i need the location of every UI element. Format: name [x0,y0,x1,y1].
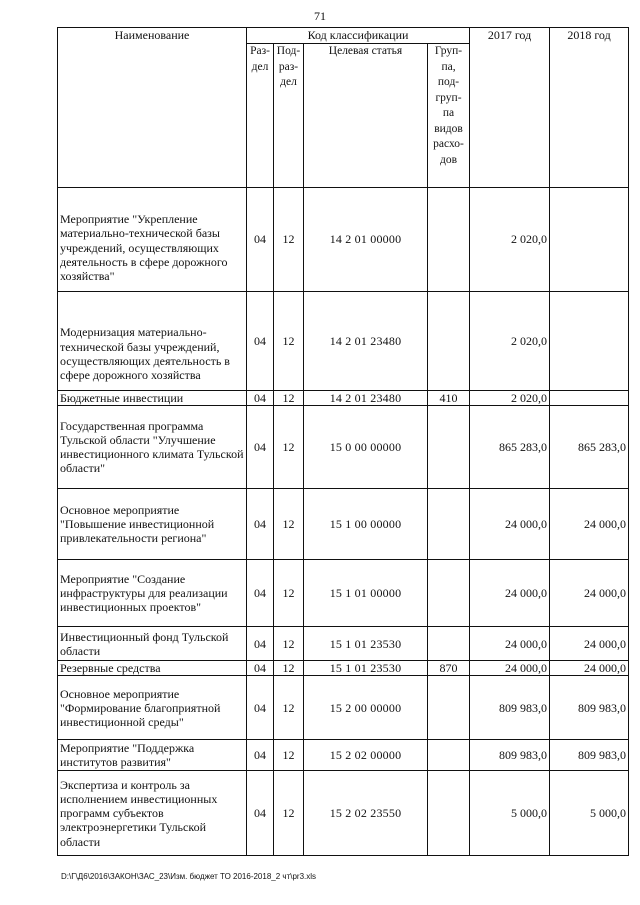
row-name: Модернизация материально-технической базы учреждений, осуществляющих деятельность в сфере дорожного хозяйства [58,292,247,391]
row-2017: 809 983,0 [470,740,550,771]
row-2018: 865 283,0 [550,406,629,489]
row-subsection: 12 [274,771,304,856]
row-target: 14 2 01 23480 [304,391,428,406]
row-2018 [550,391,629,406]
row-2018: 24 000,0 [550,627,629,661]
row-group [428,627,470,661]
row-2018: 5 000,0 [550,771,629,856]
page-number: 71 [314,9,326,23]
row-target: 15 2 02 23550 [304,771,428,856]
row-2017: 5 000,0 [470,771,550,856]
table-row [58,292,629,391]
row-name: Основное мероприятие "Повышение инвестиционной привлекательности региона" [58,489,247,560]
row-section: 04 [247,292,274,391]
table-row [58,676,629,740]
table-row [58,627,629,661]
row-group [428,292,470,391]
row-subsection: 12 [274,560,304,627]
row-name: Бюджетные инвестиции [58,391,247,406]
row-section: 04 [247,627,274,661]
row-group: 410 [428,391,470,406]
row-group [428,740,470,771]
row-2017: 24 000,0 [470,489,550,560]
row-2018: 24 000,0 [550,661,629,676]
row-subsection: 12 [274,188,304,292]
header-section: Раз- дел [247,44,274,188]
row-target: 15 1 01 00000 [304,560,428,627]
row-name: Мероприятие "Укрепление материально-технической базы учреждений, осуществляющих деятельность в сфере дорожного хозяйства" [58,188,247,292]
header-name: Наименование [58,28,247,188]
row-name: Инвестиционный фонд Тульской области [58,627,247,661]
row-group [428,406,470,489]
header-classification: Код классификации [247,28,470,44]
row-section: 04 [247,676,274,740]
row-target: 15 0 00 00000 [304,406,428,489]
row-name: Мероприятие "Поддержка институтов развития" [58,740,247,771]
row-section: 04 [247,560,274,627]
row-section: 04 [247,661,274,676]
row-subsection: 12 [274,676,304,740]
row-2017: 809 983,0 [470,676,550,740]
row-group [428,560,470,627]
row-section: 04 [247,391,274,406]
row-2017: 2 020,0 [470,188,550,292]
row-2018: 809 983,0 [550,676,629,740]
table-row [58,406,629,489]
row-2018 [550,188,629,292]
row-group [428,188,470,292]
row-subsection: 12 [274,406,304,489]
row-2017: 2 020,0 [470,391,550,406]
table-row [58,771,629,856]
table-row [58,188,629,292]
row-2017: 865 283,0 [470,406,550,489]
row-name: Экспертиза и контроль за исполнением инвестиционных программ субъектов электроэнергетики Тульской области [58,771,247,856]
row-target: 15 1 01 23530 [304,627,428,661]
table-row [58,560,629,627]
row-section: 04 [247,406,274,489]
row-target: 15 1 01 23530 [304,661,428,676]
row-name: Резервные средства [58,661,247,676]
row-name: Основное мероприятие "Формирование благоприятной инвестиционной среды" [58,676,247,740]
row-name: Государственная программа Тульской области "Улучшение инвестиционного климата Тульской области" [58,406,247,489]
row-2017: 24 000,0 [470,560,550,627]
row-target: 14 2 01 00000 [304,188,428,292]
row-name: Мероприятие "Создание инфраструктуры для реализации инвестиционных проектов" [58,560,247,627]
table-row [58,489,629,560]
row-2017: 24 000,0 [470,661,550,676]
row-section: 04 [247,489,274,560]
row-2018 [550,292,629,391]
row-subsection: 12 [274,292,304,391]
row-target: 14 2 01 23480 [304,292,428,391]
row-group [428,771,470,856]
header-2018: 2018 год [550,28,629,188]
row-subsection: 12 [274,661,304,676]
row-group [428,489,470,560]
row-subsection: 12 [274,391,304,406]
row-2018: 809 983,0 [550,740,629,771]
row-group: 870 [428,661,470,676]
row-target: 15 2 02 00000 [304,740,428,771]
header-subsection: Под- раз- дел [274,44,304,188]
row-subsection: 12 [274,627,304,661]
table-row [58,661,629,676]
row-section: 04 [247,771,274,856]
file-path-footer: D:\Г\Д6\2016\ЗАКОН\ЗАС_23\Изм. бюджет ТО 2016-2018_2 чт\pr3.xls [61,872,317,881]
row-2017: 2 020,0 [470,292,550,391]
row-2017: 24 000,0 [470,627,550,661]
header-target: Целевая статья [304,44,428,188]
row-target: 15 2 00 00000 [304,676,428,740]
row-section: 04 [247,188,274,292]
row-group [428,676,470,740]
table-row [58,740,629,771]
row-target: 15 1 00 00000 [304,489,428,560]
row-section: 04 [247,740,274,771]
row-subsection: 12 [274,489,304,560]
row-2018: 24 000,0 [550,489,629,560]
row-2018: 24 000,0 [550,560,629,627]
row-subsection: 12 [274,740,304,771]
header-2017: 2017 год [470,28,550,188]
budget-table [57,27,629,856]
header-expense-group: Груп- па, под- груп- па видов расхо- дов [428,44,470,188]
table-row [58,391,629,406]
